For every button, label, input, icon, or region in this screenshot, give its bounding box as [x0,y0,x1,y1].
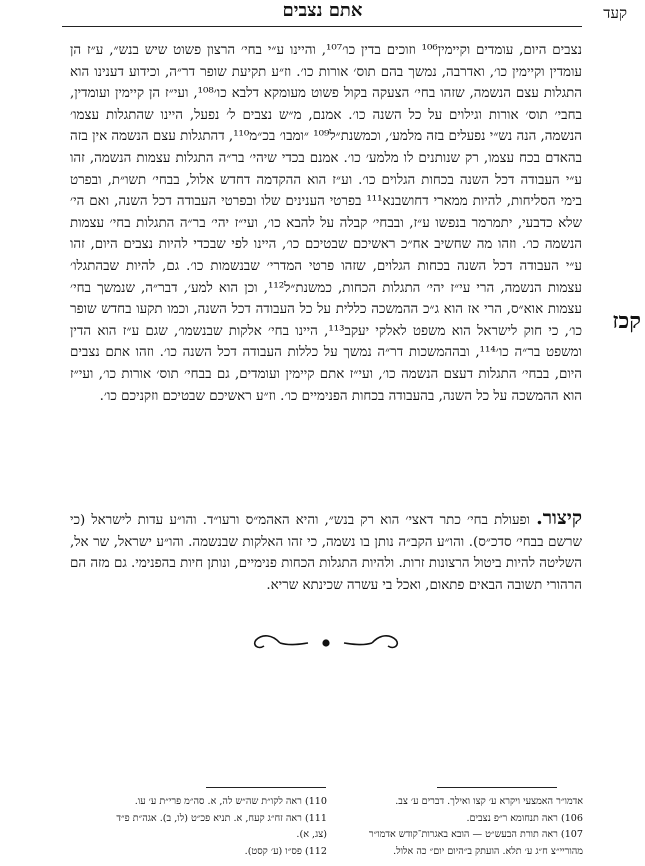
ornament-right-swirl [372,636,397,648]
footnote-line: 107) ראה תורת הבעש״ט — הובא באגרות־קודש אדמו״ר [368,829,583,840]
summary-lead: קיצור. [536,507,582,529]
footnote-line: מהוריי״צ ח״ג ע׳ תלא. הועתק ב״היום יום״ כה אלול. [393,845,583,857]
body-line: כו׳¹¹⁴, ובההמשכות דר״ה נמשך על כללות העבודה דכל השנה כו׳. וזהו אתם נצבים היום, [70,345,582,382]
body-line: דכל השנה, ואם הי׳ שלא כדבעי, יתמרמר בנפשו ע״ז, ובבחי׳ קבלה על להבא כו׳, ועי״ז [70,194,582,231]
summary-line: שבנשמה. והו״ע ישראל, שר אל, השליטה להיות ביטול הרצונות זרות. ולהיות התגלות [70,534,582,572]
ornament-dot [322,639,329,646]
body-line: וזקניכם כו׳. [99,388,159,404]
footnotes-left-column [62,794,327,860]
footnote-line: 106) ראה תנחומא ר״פ נצבים. [466,812,583,824]
body-line: הוא משפט לאלקי יעקב¹¹³, היינו בחי׳ אלקות שבנשמו׳, שגם ע״ז הוא הדין ומשפט בר״ה [70,323,582,361]
summary-line: הכחות פנימיים, ונותן חיות בהפנימי. גם מזה הם הרהורי תשובה הבאים פתאום, ואכל [70,556,582,593]
footnote-line: 111) ראה זח״ג קעח, א. תניא פכ״ט (לו, ב). אגה״ת פ״ד [116,812,327,824]
body-line: מעומקא דלבא כו׳¹⁰⁸, ועי״ז הן קיימין ועומדין, בחבי׳ תוס׳ אורות וגילוים על כל השנה [70,86,582,123]
body-line: ועי״ז הוא ההמשכה על כל השנה, בהעבודה בכחות הפנימיים כו׳. וז״ע ראשיכם שבטיכם [70,366,582,404]
body-line: הכחות, כמשנת״ל¹¹², וכן הוא למע׳, דבר״ה, שנמשך בחי׳ עצמות אוא״ס, הרי אז הוא ג״כ [70,280,582,318]
summary-line: בי עשרה שכינתא שריא. [266,577,393,593]
body-line: כו׳. אמנם, מ״ש נצבים ל׳ נפעל, היינו שהתגלות עצמו׳ הנשמה, הנה נש״י נפעלים בזה [70,107,582,145]
body-line: רק שנותנים לו מלמע׳ כו׳. אמנם בכדי שיהי׳ בר״ה התגלות עצמות הנשמה, זהו ע״י [70,150,582,188]
footnote-line: אדמו״ר האמצעי ויקרא ע׳ קצו ואילך. דברים ע׳ צב. [395,796,583,807]
body-line: היינו לפי שבכדי להיות נצבים היום, זהו ע״י העבודה דכל השנה בכחות הגלוים, שזהו [70,237,582,274]
body-line: נצבים היום, עומדים וקיימין¹⁰⁶ וזוכים בדין כו׳¹⁰⁷, והיינו ע״י בחי׳ הרצון פשוט שיש [144,43,582,58]
header-rule [62,26,582,27]
body-line: מלמע׳, וכמשנת״ל¹⁰⁹ ״ומבו׳ בכ״מ¹¹⁰, דהתגלות עצם הנשמה אין בזה בהאדם בכח עצמו, [70,129,582,166]
page-number: קעד [603,4,627,22]
body-line: ההמשכה כללית על כל העבודה דכל השנה, וכמו תקעו בחדש שופר כו׳, כי חוק לישראל [70,302,583,339]
body-line: העבודה דכל השנה בכחות הגלוים כו׳. וע״ז הוא ההקדמה דחדש אלול, בבחי׳ תשו״ת, [107,172,560,188]
footnote-line: 110) ראה לקו״ת שה״ש לה, א. סה״מ פרי״ת ע׳ עו. [134,796,327,807]
margin-number: קכז [612,308,641,334]
body-line: בנש״, ע״ז הן עומדין וקיימין כו׳, ואדרבה, נמשך בהם תוס׳ אורות כו׳. וז״ע תקיעת [70,43,582,80]
running-head-title: אתם נצבים [282,0,363,21]
footnotes-right-column [318,794,583,860]
summary-line: לישראל (כי שרשם בבחי׳ סדכ״ס). והו״ע הקב״ה נותן בו נשמה, כי זהו האלקות [70,513,582,550]
footnote-rule-left [206,787,326,788]
ornament-divider [0,630,645,656]
summary-line: ופעולת בחי׳ כתר דאצי׳ הוא רק בנש״, והיא האהמ״ס ורעו״ד. והו״ע עדות [137,513,537,528]
body-line: יהי׳ בר״ה התגלות בחי׳ עצמות הנשמה כו׳. וזהו מה שחשיב אח״כ ראשיכם שבטיכם כו׳, [70,215,583,253]
footnote-line: (צג, א). [296,829,327,840]
footnote-rule-right [437,787,557,788]
ornament-left-swirl [255,636,280,648]
body-line: שופר דר״ה, וכידוע דענינו הוא התגלות עצם הנשמה, שזהו בחי׳ הצעקה בקול פשוט [70,64,582,102]
main-text [70,40,582,407]
summary-section [70,508,582,596]
body-line: ובפרט בימי הסליחות, להיות ממארי דחושבנא¹¹¹ בפרטי הענינים שלו ובפרטי העבודה [70,172,583,210]
footnote-line: 112) פס״ו (ע׳ קסט). [244,845,327,857]
body-line: פרטי המדרי׳ שבנשמות כו׳. גם, להיות שבהתגלו׳ עצמות הנשמה, הרי עי״ז יהי׳ התגלות [70,258,582,296]
body-line: בבחי׳ התגלות דעצם הנשמה כו׳, ועי״ז אתם קיימין ועומדים, גם בבחי׳ תוס׳ אורות כו׳, [98,366,550,382]
